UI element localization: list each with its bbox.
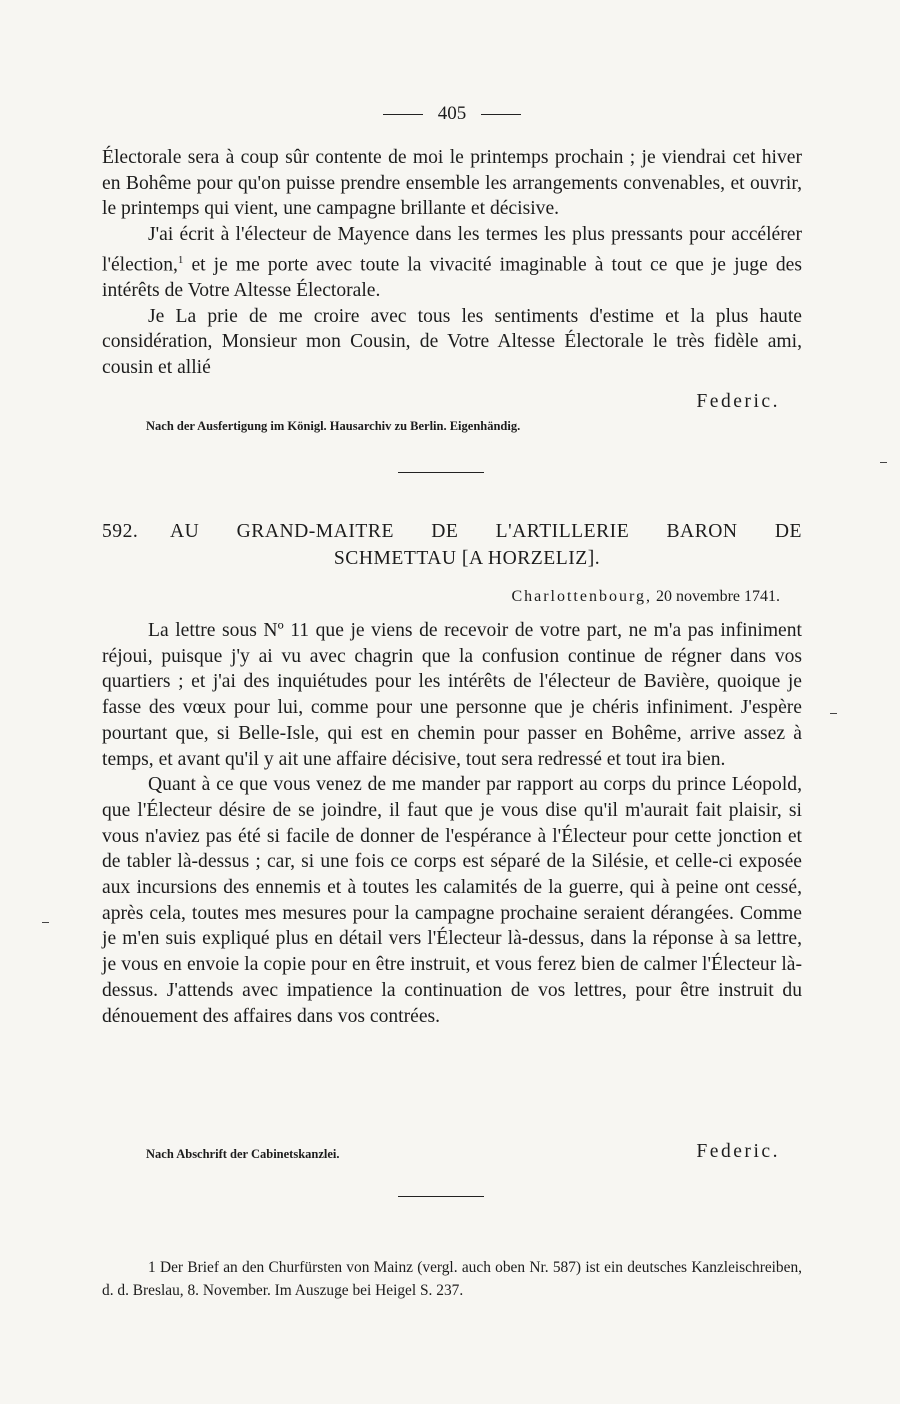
paragraph: La lettre sous Nº 11 que je viens de recevoir de votre part, ne m'a pas infiniment réjoui, puisque j'y ai vu avec chagrin que la confusion continue de régner dans vos quartiers ; et j'ai des inquiétudes pour les intérêts de l'électeur de Bavière, quoique je fasse des vœux pour lui, comme pour une personne que je chéris infiniment. J'espère pourtant que, si Belle-Isle, qui est en chemin pour passer en Bohême, arrive assez à temps, et avant qu'il y ait une affaire décisive, tout sera redressé et tout ira bien. [102, 620, 802, 770]
paragraph: Électorale sera à coup sûr contente de moi le printemps prochain ; je viendrai cet hiver en Bohême pour qu'on puisse prendre ensemble les arrangements convenables, et ouvrir, le printemps qui vient, une campagne brillante et décisive. [102, 147, 802, 220]
letter-592-text [102, 618, 802, 1029]
date-rest: 20 novembre 1741. [656, 588, 780, 605]
heading-line-1: AU GRAND-MAITRE DE L'ARTILLERIE BARON DE [170, 521, 802, 542]
footnote [102, 1257, 802, 1302]
source-note: Nach Abschrift der Cabinetskanzlei. [146, 1147, 340, 1161]
footnote-ref: 1 [177, 253, 184, 266]
margin-mark [830, 713, 837, 714]
header-rule-left [383, 114, 423, 115]
paragraph: Quant à ce que vous venez de me mander par rapport au corps du prince Léopold, que l'Électeur désire de se joindre, il faut que je vous dise qu'il m'aurait fait plaisir, si vous n'aviez pas été si facile de donner de l'espérance à l'Électeur pour cette jonction et de tabler là-dessus ; car, si une fois ce corps est séparé de la Silésie, et celle-ci exposée aux incursions des ennemis et à toutes les calamités de la guerre, qui à peine ont cessé, après cela, toutes mes mesures pour la campagne prochaine seraient dérangées. Comme je m'en suis expliqué plus en détail vers l'Électeur là-dessus, dans la réponse à sa lettre, je vous en envoie la copie pour en être instruit, et vous ferez bien de calmer l'Électeur là-dessus. J'attends avec impatience la continuation de vos lettres, pour être instruit du dénouement des affaires dans vos contrées. [102, 774, 802, 1027]
paragraph: Je La prie de me croire avec tous les sentiments d'estime et la plus haute considération, Monsieur mon Cousin, de Votre Altesse Électorale le très fidèle ami, cousin et allié [102, 305, 802, 379]
heading-line-2: SCHMETTAU [A HORZELIZ]. [333, 548, 601, 569]
letter-number: 592. [102, 521, 139, 542]
footnote-divider [398, 1196, 484, 1197]
footnote-marker: 1 [148, 1259, 156, 1276]
footnote-text: Der Brief an den Churfürsten von Mainz (vergl. auch oben Nr. 587) ist ein deutsches Kanzleischreiben, d. d. Breslau, 8. November. Im Auszuge bei Heigel S. 237. [102, 1259, 802, 1299]
source-note: Nach der Ausfertigung im Königl. Hausarchiv zu Berlin. Eigenhändig. [146, 419, 521, 433]
margin-mark [880, 462, 887, 463]
section-divider [398, 472, 484, 473]
previous-letter-text [102, 145, 802, 381]
letter-heading [102, 518, 802, 572]
signature: Federic. [696, 1141, 780, 1162]
page-header [102, 100, 802, 128]
dateline [511, 588, 780, 606]
signature: Federic. [696, 391, 780, 412]
date-place: Charlottenbourg, [511, 588, 653, 605]
header-rule-right [481, 114, 521, 115]
page-number: 405 [437, 103, 467, 124]
paragraph: J'ai écrit à l'électeur de Mayence dans les termes les plus pressants pour accélérer l'élection,$^1$ et je me porte avec toute la vivacité imaginable à tout ce que je juge des intérêts de Votre Altesse Électorale. [102, 224, 802, 302]
margin-mark [42, 922, 49, 923]
